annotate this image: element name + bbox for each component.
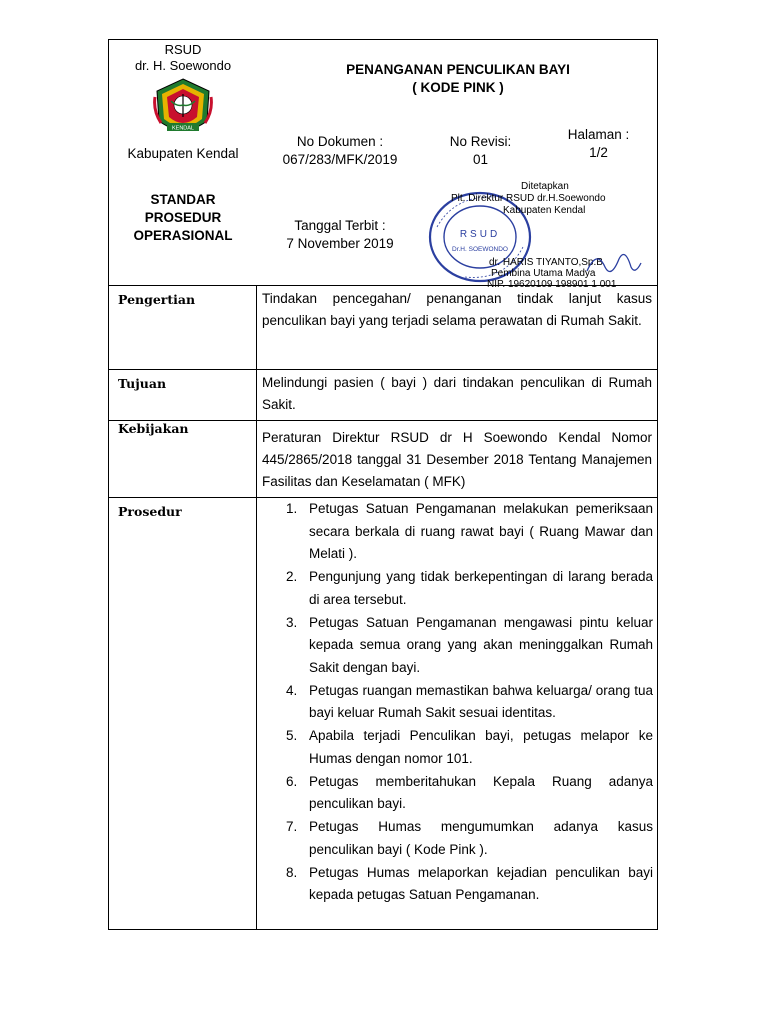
- procedure-step: [261, 612, 653, 680]
- page-value: 1/2: [589, 145, 608, 160]
- step-number: 1.: [286, 501, 298, 516]
- signature-scribble-icon: [583, 245, 643, 281]
- doc-title: PENANGANAN PENCULIKAN BAYI: [346, 62, 570, 77]
- step-number: 6.: [286, 773, 298, 789]
- sign-position: Plt. Direktur RSUD dr.H.Soewondo: [451, 193, 606, 204]
- procedure-steps: [261, 498, 653, 907]
- step-number: 5.: [286, 728, 298, 743]
- revision-label: No Revisi:: [449, 133, 512, 149]
- signature-cell: [423, 181, 659, 290]
- revision-cell: [423, 118, 538, 183]
- step-text: Petugas ruangan memastikan bahwa keluarga/ orang tua bayi keluar Rumah Sakit sesuai identitas.: [309, 682, 653, 720]
- definition-label: Pengertian: [109, 286, 257, 369]
- document-number-cell: [257, 118, 423, 183]
- procedure-step: [261, 725, 653, 770]
- sop-line1: STANDAR: [150, 192, 216, 207]
- policy-row: [109, 421, 657, 498]
- procedure-step: [261, 498, 653, 566]
- procedure-step: [261, 566, 653, 611]
- issue-date-value: 7 November 2019: [286, 236, 394, 251]
- org-line1: RSUD: [164, 42, 202, 57]
- policy-label: Kebijakan: [109, 421, 257, 497]
- stamp-text: RSUD: [459, 229, 501, 240]
- purpose-text: Melindungi pasien ( bayi ) dari tindakan penculikan di Rumah Sakit.: [262, 375, 652, 412]
- stamp-subtext: Dr.H. SOEWONDO: [452, 246, 508, 253]
- step-number: 7.: [286, 819, 298, 834]
- step-text: Petugas Humas melaporkan kejadian penculikan bayi kepada petugas Satuan Pengamanan.: [309, 864, 653, 902]
- sop-header-table: [108, 39, 658, 290]
- institution-cell: [109, 40, 257, 183]
- logo-ribbon-text: KENDAL: [171, 125, 195, 132]
- policy-text: Peraturan Direktur RSUD dr H Soewondo Kendal Nomor 445/2865/2018 tanggal 31 Desember 2018 Tentang Manajemen Fasilitas dan Keselamatan ( MFK): [262, 430, 652, 489]
- org-region: Kabupaten Kendal: [127, 146, 239, 161]
- step-text: Apabila terjadi Penculikan bayi, petugas melapor ke Humas dengan nomor 101.: [309, 728, 653, 766]
- page-label: Halaman :: [567, 127, 630, 142]
- definition-text: Tindakan pencegahan/ penanganan tindak lanjut kasus penculikan bayi yang terjadi selama perawatan di Rumah Sakit.: [262, 291, 652, 328]
- step-text: Petugas memberitahukan Kepala Ruang adanya penculikan bayi.: [309, 773, 653, 811]
- doc-subtitle: ( KODE PINK ): [412, 80, 504, 95]
- institution-name: [109, 42, 257, 74]
- signer-name: dr. HARIS TIYANTO,Sp.B: [489, 257, 603, 268]
- step-number: 3.: [286, 614, 298, 630]
- procedure-step: [261, 862, 653, 907]
- step-text: Petugas Satuan Pengamanan mengawasi pintu keluar kepada semua orang yang akan meninggalkan Rumah Sakit dengan bayi.: [309, 614, 653, 675]
- procedure-list-wrap: [261, 498, 653, 907]
- sign-established: Ditetapkan: [521, 181, 569, 192]
- page-number-cell: [538, 118, 659, 183]
- step-text: Petugas Humas mengumumkan adanya kasus penculikan bayi ( Kode Pink ).: [309, 819, 653, 857]
- step-text: Pengunjung yang tidak berkepentingan di larang berada di area tersebut.: [309, 569, 653, 607]
- signer-rank: Pembina Utama Madya: [491, 268, 596, 279]
- kendal-emblem-icon: [153, 77, 213, 141]
- doc-number-value: 067/283/MFK/2019: [282, 151, 398, 167]
- procedure-step: [261, 816, 653, 861]
- step-number: 2.: [286, 569, 298, 584]
- issue-date-cell: [257, 183, 423, 287]
- sign-region: Kabupaten Kendal: [503, 205, 586, 216]
- purpose-row: [109, 370, 657, 421]
- issue-date-label: Tanggal Terbit :: [294, 218, 386, 233]
- procedure-label: Prosedur: [109, 498, 257, 930]
- sop-line2: PROSEDUR: [144, 210, 222, 225]
- definition-row: [109, 286, 657, 370]
- procedure-row: [109, 498, 657, 930]
- step-number: 4.: [286, 682, 298, 698]
- doc-number-label: No Dokumen :: [296, 133, 384, 149]
- procedure-step: [261, 771, 653, 816]
- procedure-step: [261, 680, 653, 725]
- purpose-label: Tujuan: [109, 370, 257, 420]
- revision-value: 01: [472, 151, 489, 167]
- sop-label-cell: [109, 183, 257, 287]
- sop-content-table: [108, 286, 658, 930]
- sop-line3: OPERASIONAL: [133, 228, 233, 243]
- title-cell: [257, 40, 659, 118]
- signer-nip: NIP. 19620109 198901 1 001: [487, 279, 617, 290]
- step-text: Petugas Satuan Pengamanan melakukan pemeriksaan secara berkala di ruang rawat bayi ( Ruang Mawar dan Melati ).: [309, 501, 653, 561]
- step-number: 8.: [286, 864, 298, 880]
- org-line2: dr. H. Soewondo: [134, 58, 232, 73]
